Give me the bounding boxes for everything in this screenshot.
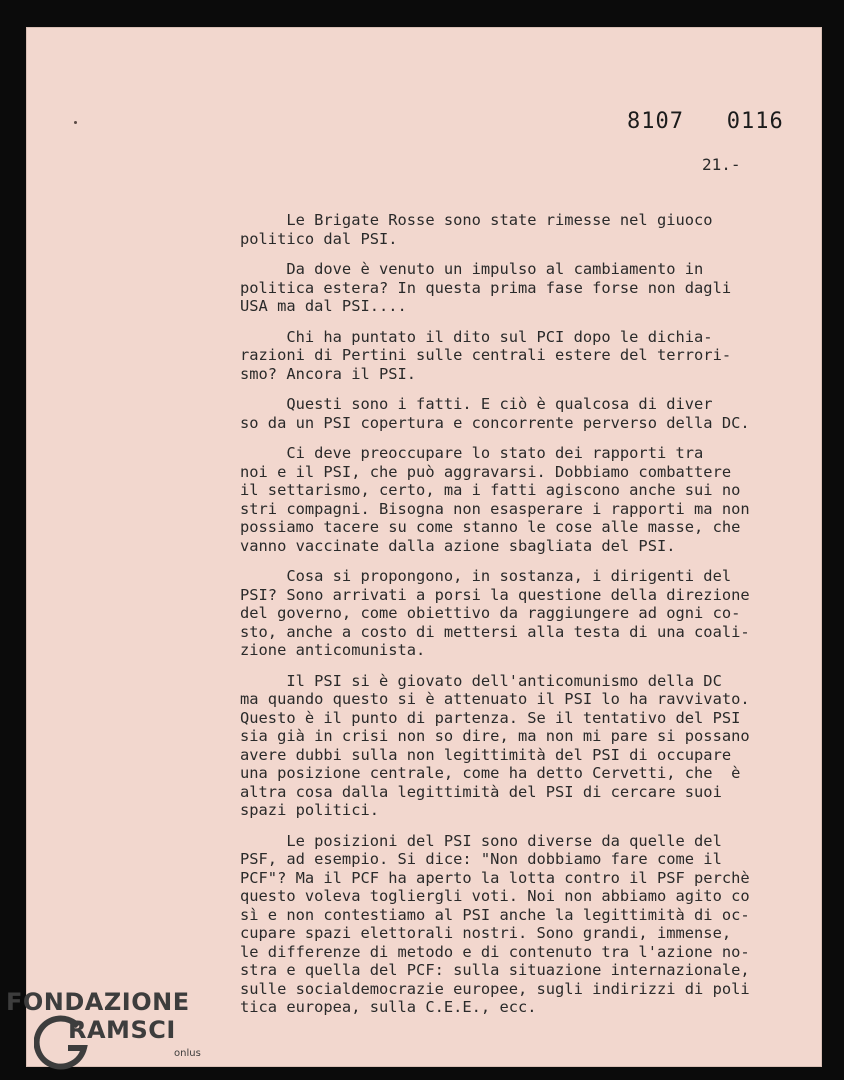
text-line: Ci deve preoccupare lo stato dei rapporti tra [240, 444, 704, 462]
text-line: PCF"? Ma il PCF ha aperto la lotta contro il PSF perchè [240, 868, 750, 887]
document-page [26, 27, 822, 1067]
text-line: Da dove è venuto un impulso al cambiamento in [240, 260, 704, 278]
text-line: questo voleva togliergli voti. Noi non abbiamo agito co [240, 887, 750, 905]
text-line: Questi sono i fatti. E ciò è qualcosa di diver [240, 395, 713, 413]
text-line: sto, anche a costo di mettersi alla testa di una coali- [240, 622, 750, 641]
text-line: Cosa si propongono, in sostanza, i dirigenti del [240, 567, 732, 585]
text-line: politico dal PSI. [240, 229, 398, 248]
text-line: sulle socialdemocrazie europee, sugli indirizzi di poli [240, 979, 750, 998]
paragraph [240, 260, 800, 316]
text-line: stra e quella del PCF: sulla situazione internazionale, [240, 961, 750, 979]
text-line: zione anticomunista. [240, 641, 426, 659]
text-line: Le posizioni del PSI sono diverse da quelle del [240, 831, 722, 850]
text-line: ma quando questo si è attenuato il PSI lo ha ravvivato. [240, 690, 750, 708]
paragraph [240, 328, 800, 384]
paragraph [240, 395, 800, 432]
paragraph [240, 567, 800, 660]
fondazione-gramsci-logo [6, 988, 216, 1078]
text-line: le differenze di metodo e di contenuto tra l'azione no- [240, 942, 750, 961]
text-line: USA ma dal PSI.... [240, 297, 407, 315]
text-line: Questo è il punto di partenza. Se il tentativo del PSI [240, 708, 741, 727]
paper-mark [74, 121, 77, 124]
text-line: altra cosa dalla legittimità del PSI di cercare suoi [240, 782, 722, 801]
page-number: 21.- [702, 155, 741, 174]
text-line: PSF, ad esempio. Si dice: "Non dobbiamo fare come il [240, 850, 722, 868]
text-line: Le Brigate Rosse sono state rimesse nel giuoco [240, 211, 713, 229]
text-line: una posizione centrale, come ha detto Cervetti, che è [240, 764, 741, 782]
text-line: il settarismo, certo, ma i fatti agiscono anche sui no [240, 481, 741, 499]
text-line: del governo, come obiettivo da raggiungere ad ogni co- [240, 604, 741, 622]
paragraph [240, 832, 800, 1017]
text-line: so da un PSI copertura e concorrente perverso della DC. [240, 413, 750, 432]
logo-line-3: onlus [174, 1048, 201, 1059]
text-line: politica estera? In questa prima fase forse non dagli [240, 278, 732, 297]
text-line: sì e non contestiamo al PSI anche la legittimità di oc- [240, 905, 750, 924]
text-line: vanno vaccinate dalla azione sbagliata del PSI. [240, 536, 676, 555]
text-line: smo? Ancora il PSI. [240, 364, 417, 383]
text-line: avere dubbi sulla non legittimità del PSI di occupare [240, 745, 732, 764]
paragraph [240, 444, 800, 555]
document-number: 8107 0116 [627, 109, 784, 134]
text-line: sia già in crisi non so dire, ma non mi pare si possano [240, 727, 750, 745]
text-line: noi e il PSI, che può aggravarsi. Dobbiamo combattere [240, 462, 732, 481]
logo-line-2: RAMSCI [68, 1016, 176, 1044]
text-line: possiamo tacere su come stanno le cose alle masse, che [240, 518, 741, 536]
text-line: razioni di Pertini sulle centrali estere del terrori- [240, 346, 732, 364]
logo-line-1: FONDAZIONE [6, 988, 190, 1016]
paragraph [240, 211, 800, 248]
text-line: cupare spazi elettorali nostri. Sono grandi, immense, [240, 924, 732, 942]
text-line: PSI? Sono arrivati a porsi la questione della direzione [240, 585, 750, 604]
paragraph [240, 672, 800, 820]
text-line: tica europea, sulla C.E.E., ecc. [240, 998, 537, 1016]
text-line: stri compagni. Bisogna non esasperare i rapporti ma non [240, 499, 750, 518]
text-line: spazi politici. [240, 801, 379, 819]
text-line: Chi ha puntato il dito sul PCI dopo le dichia- [240, 327, 713, 346]
typed-body [240, 211, 800, 1029]
text-line: Il PSI si è giovato dell'anticomunismo della DC [240, 671, 722, 690]
